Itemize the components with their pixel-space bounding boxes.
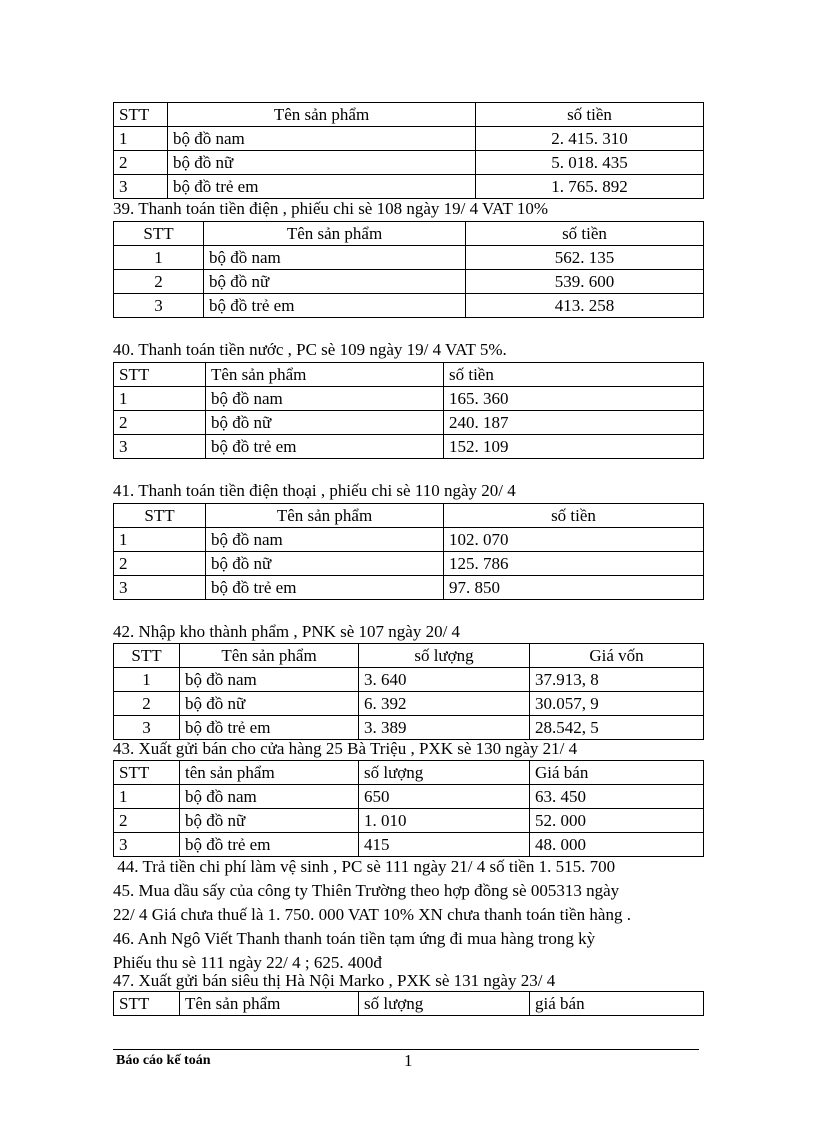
cell-product: bộ đồ trẻ em — [204, 294, 466, 318]
cell-amount: 413. 258 — [466, 294, 704, 318]
cell-product: bộ đồ nữ — [180, 692, 359, 716]
cell-stt: 1 — [114, 785, 180, 809]
header-stt: STT — [114, 644, 180, 668]
table-row — [114, 151, 704, 175]
header-product-name: Tên sản phẩm — [180, 992, 359, 1016]
header-amount: số tiền — [466, 222, 704, 246]
cell-stt: 1 — [114, 127, 168, 151]
table-products-1 — [113, 102, 704, 199]
cell-stt: 2 — [114, 151, 168, 175]
cell-quantity: 415 — [359, 833, 530, 857]
header-amount: số tiền — [444, 504, 704, 528]
cell-amount: 240. 187 — [444, 411, 704, 435]
table-item-41 — [113, 503, 704, 600]
cell-product: bộ đồ nữ — [206, 411, 444, 435]
cell-stt: 3 — [114, 576, 206, 600]
table-row — [114, 294, 704, 318]
cell-product: bộ đồ nam — [204, 246, 466, 270]
table-row — [114, 809, 704, 833]
cell-product: bộ đồ nam — [180, 785, 359, 809]
cell-cost-price: 28.542, 5 — [530, 716, 704, 740]
table-row — [114, 127, 704, 151]
header-sale-price: giá bán — [530, 992, 704, 1016]
table-row — [114, 528, 704, 552]
table-item-43 — [113, 760, 704, 857]
header-stt: STT — [114, 363, 206, 387]
table-item-42 — [113, 643, 704, 740]
cell-amount: 5. 018. 435 — [476, 151, 704, 175]
cell-sale-price: 63. 450 — [530, 785, 704, 809]
item-45-text-line2: 22/ 4 Giá chưa thuế là 1. 750. 000 VAT 10% XN chưa thanh toán tiền hàng . — [113, 905, 631, 924]
cell-product: bộ đồ trẻ em — [206, 435, 444, 459]
cell-product: bộ đồ trẻ em — [180, 716, 359, 740]
cell-product: bộ đồ nữ — [180, 809, 359, 833]
cell-product: bộ đồ nam — [206, 387, 444, 411]
item-44-text: 44. Trả tiền chi phí làm vệ sinh , PC sè 111 ngày 21/ 4 số tiền 1. 515. 700 — [113, 857, 616, 876]
header-amount: số tiền — [444, 363, 704, 387]
cell-cost-price: 37.913, 8 — [530, 668, 704, 692]
cell-stt: 3 — [114, 294, 204, 318]
cell-stt: 1 — [114, 528, 206, 552]
table-row — [114, 435, 704, 459]
header-stt: STT — [114, 222, 204, 246]
header-quantity: số lượng — [359, 761, 530, 785]
header-amount: số tiền — [476, 103, 704, 127]
cell-amount: 125. 786 — [444, 552, 704, 576]
header-quantity: số lượng — [359, 644, 530, 668]
cell-quantity: 3. 389 — [359, 716, 530, 740]
header-sale-price: Giá bán — [530, 761, 704, 785]
cell-stt: 1 — [114, 668, 180, 692]
cell-cost-price: 30.057, 9 — [530, 692, 704, 716]
table-row — [114, 668, 704, 692]
header-stt: STT — [114, 103, 168, 127]
item-47-heading: 47. Xuất gửi bán siêu thị Hà Nội Marko , PXK sè 131 ngày 23/ 4 — [113, 971, 556, 990]
table-row — [114, 175, 704, 199]
header-product-name: tên sản phẩm — [180, 761, 359, 785]
cell-sale-price: 48. 000 — [530, 833, 704, 857]
table-item-40 — [113, 362, 704, 459]
cell-stt: 3 — [114, 716, 180, 740]
item-46-text-line2: Phiếu thu sè 111 ngày 22/ 4 ; 625. 400đ — [113, 953, 382, 972]
cell-product: bộ đồ nữ — [168, 151, 476, 175]
cell-stt: 1 — [114, 387, 206, 411]
cell-stt: 2 — [114, 270, 204, 294]
header-product-name: Tên sản phẩm — [206, 363, 444, 387]
cell-amount: 1. 765. 892 — [476, 175, 704, 199]
cell-product: bộ đồ trẻ em — [168, 175, 476, 199]
cell-quantity: 6. 392 — [359, 692, 530, 716]
table-header-row — [114, 644, 704, 668]
table-header-row — [114, 992, 704, 1016]
cell-quantity: 1. 010 — [359, 809, 530, 833]
item-46-text-line1: 46. Anh Ngô Viết Thanh thanh toán tiền tạm ứng đi mua hàng trong kỳ — [113, 929, 596, 948]
cell-amount: 2. 415. 310 — [476, 127, 704, 151]
table-header-row — [114, 363, 704, 387]
item-43-heading: 43. Xuất gửi bán cho cửa hàng 25 Bà Triệu , PXK sè 130 ngày 21/ 4 — [113, 739, 578, 758]
footer-label: Báo cáo kế toán — [116, 1053, 211, 1068]
header-stt: STT — [114, 504, 206, 528]
cell-stt: 3 — [114, 435, 206, 459]
header-product-name: Tên sản phẩm — [180, 644, 359, 668]
header-stt: STT — [114, 992, 180, 1016]
item-39-heading: 39. Thanh toán tiền điện , phiếu chi sè 108 ngày 19/ 4 VAT 10% — [113, 199, 549, 218]
table-header-row — [114, 504, 704, 528]
item-45-text-line1: 45. Mua dầu sấy của công ty Thiên Trường theo hợp đồng sè 005313 ngày — [113, 881, 620, 900]
page-number: 1 — [404, 1051, 413, 1070]
item-40-heading: 40. Thanh toán tiền nước , PC sè 109 ngày 19/ 4 VAT 5%. — [113, 340, 507, 359]
cell-product: bộ đồ nam — [206, 528, 444, 552]
cell-product: bộ đồ nữ — [204, 270, 466, 294]
cell-stt: 2 — [114, 411, 206, 435]
cell-stt: 2 — [114, 809, 180, 833]
table-row — [114, 246, 704, 270]
cell-quantity: 650 — [359, 785, 530, 809]
cell-amount: 102. 070 — [444, 528, 704, 552]
table-header-row — [114, 761, 704, 785]
cell-product: bộ đồ trẻ em — [206, 576, 444, 600]
table-item-47 — [113, 991, 704, 1016]
table-row — [114, 387, 704, 411]
cell-product: bộ đồ nam — [168, 127, 476, 151]
cell-sale-price: 52. 000 — [530, 809, 704, 833]
cell-product: bộ đồ nam — [180, 668, 359, 692]
table-row — [114, 833, 704, 857]
item-42-heading: 42. Nhập kho thành phẩm , PNK sè 107 ngày 20/ 4 — [113, 622, 461, 641]
header-cost-price: Giá vốn — [530, 644, 704, 668]
table-row — [114, 716, 704, 740]
table-row — [114, 576, 704, 600]
header-product-name: Tên sản phẩm — [168, 103, 476, 127]
table-header-row — [114, 222, 704, 246]
table-header-row — [114, 103, 704, 127]
cell-amount: 539. 600 — [466, 270, 704, 294]
cell-amount: 562. 135 — [466, 246, 704, 270]
cell-amount: 152. 109 — [444, 435, 704, 459]
cell-stt: 1 — [114, 246, 204, 270]
table-row — [114, 785, 704, 809]
header-product-name: Tên sản phẩm — [206, 504, 444, 528]
cell-stt: 3 — [114, 833, 180, 857]
cell-stt: 2 — [114, 692, 180, 716]
cell-amount: 97. 850 — [444, 576, 704, 600]
cell-quantity: 3. 640 — [359, 668, 530, 692]
cell-product: bộ đồ trẻ em — [180, 833, 359, 857]
footer-divider — [113, 1049, 699, 1050]
table-row — [114, 692, 704, 716]
item-41-heading: 41. Thanh toán tiền điện thoại , phiếu chi sè 110 ngày 20/ 4 — [113, 481, 516, 500]
table-row — [114, 411, 704, 435]
header-stt: STT — [114, 761, 180, 785]
header-product-name: Tên sản phẩm — [204, 222, 466, 246]
cell-product: bộ đồ nữ — [206, 552, 444, 576]
cell-stt: 3 — [114, 175, 168, 199]
cell-stt: 2 — [114, 552, 206, 576]
header-quantity: số lượng — [359, 992, 530, 1016]
table-row — [114, 270, 704, 294]
table-row — [114, 552, 704, 576]
table-item-39 — [113, 221, 704, 318]
cell-amount: 165. 360 — [444, 387, 704, 411]
